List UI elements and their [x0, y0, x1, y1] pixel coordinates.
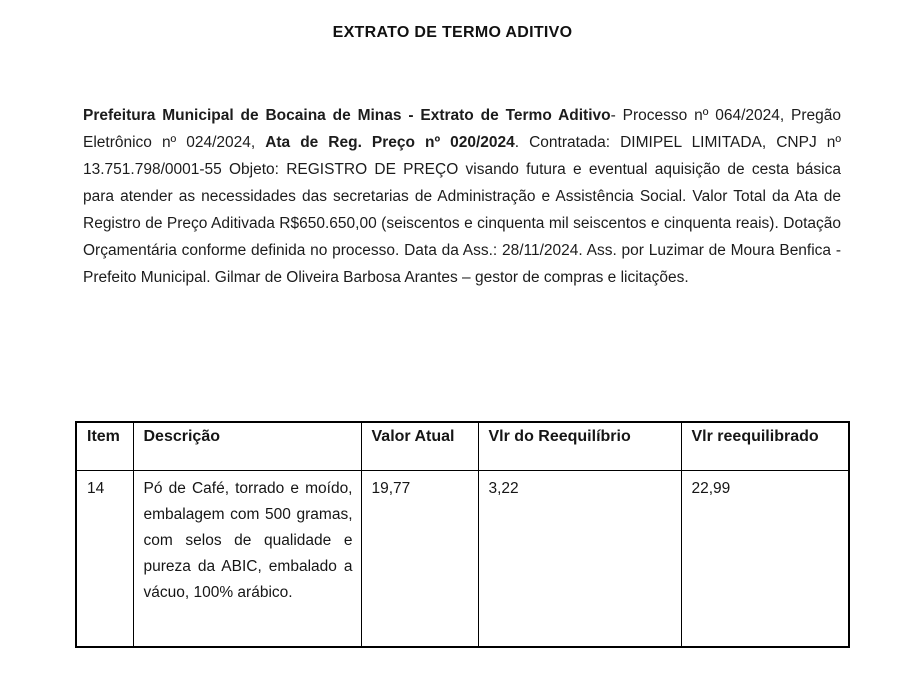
paragraph-bold-entity: Prefeitura Municipal de Bocaina de Minas - Extrato de Termo Aditivo — [83, 107, 611, 124]
cell-valor-atual: 19,77 — [361, 471, 478, 648]
cell-vlr-reequilibrado: 22,99 — [681, 471, 849, 648]
column-header-item: Item — [76, 422, 133, 471]
table-row — [76, 471, 849, 648]
reequilibrio-table — [75, 421, 850, 648]
paragraph-segment-body: . Contratada: DIMIPEL LIMITADA, CNPJ nº 13.751.798/0001-55 Objeto: REGISTRO DE PREÇO visando futura e eventual aquisição de cesta básica para atender as necessidades das secretarias de Administração e Assistência Social. Valor Total da Ata de Registro de Preço Aditivada R$650.650,00 (seiscentos e cinquenta mil seiscentos e cinquenta reais). Dotação Orçamentária conforme definida no processo. Data da Ass.: 28/11/2024. Ass. por Luzimar de Moura Benfica - Prefeito Municipal. Gilmar de Oliveira Barbosa Arantes – gestor de compras e licitações. — [83, 134, 841, 286]
column-header-vlr-reequilibrado: Vlr reequilibrado — [681, 422, 849, 471]
paragraph-bold-ata: Ata de Reg. Preço nº 020/2024 — [265, 134, 515, 151]
table-header-row — [76, 422, 849, 471]
column-header-valor-atual: Valor Atual — [361, 422, 478, 471]
extract-paragraph — [83, 102, 841, 291]
column-header-descricao: Descrição — [133, 422, 361, 471]
column-header-vlr-do-reequilibrio: Vlr do Reequilíbrio — [478, 422, 681, 471]
document-title: EXTRATO DE TERMO ADITIVO — [332, 24, 573, 41]
cell-descricao: Pó de Café, torrado e moído, embalagem com 500 gramas, com selos de qualidade e pureza da ABIC, embalado a vácuo, 100% arábico. — [133, 471, 361, 648]
cell-vlr-do-reequilibrio: 3,22 — [478, 471, 681, 648]
cell-item: 14 — [76, 471, 133, 648]
paragraph-segment-process: - Processo nº 064/2024, Pregão Eletrônico nº 024/2024, — [83, 107, 841, 151]
